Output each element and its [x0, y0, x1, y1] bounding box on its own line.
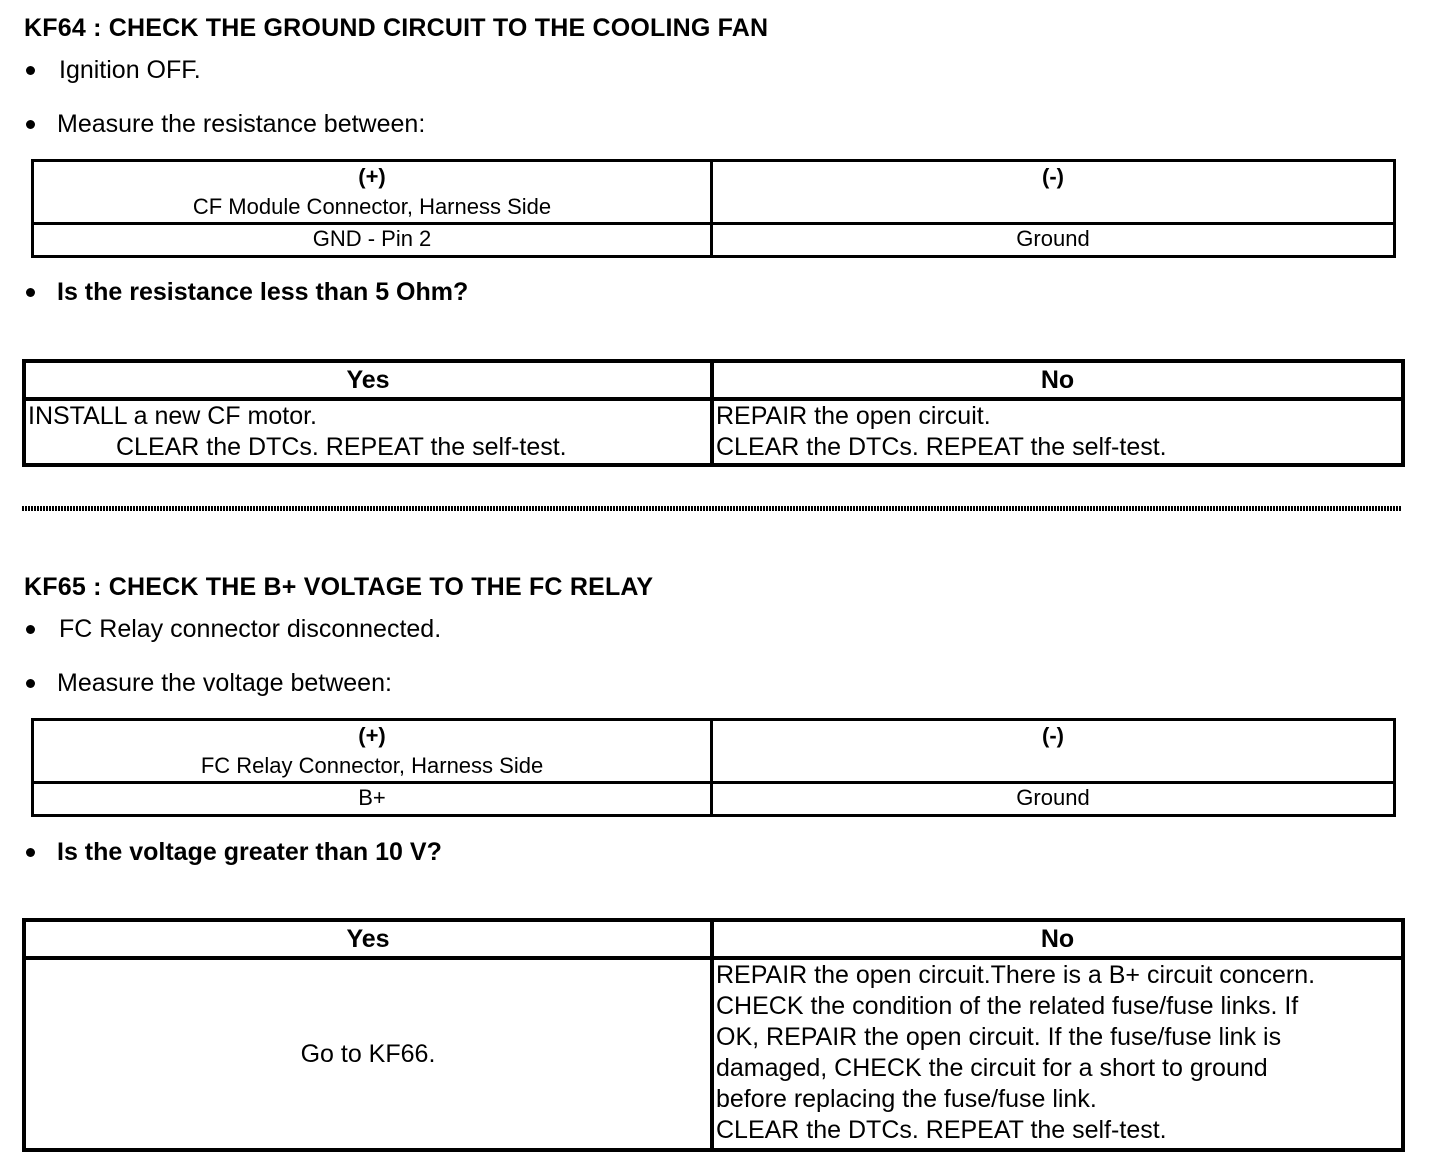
yes-line-1: INSTALL a new CF motor.: [28, 402, 317, 430]
bullet-icon: [26, 66, 35, 75]
question-text: Is the voltage greater than 10 V?: [57, 838, 442, 866]
no-cell: [712, 399, 1403, 465]
bullet-icon: [26, 120, 35, 129]
kf65-title: KF65 : CHECK THE B+ VOLTAGE TO THE FC RELAY: [24, 573, 654, 601]
yes-cell: [24, 399, 712, 465]
yes-header: Yes: [24, 920, 712, 958]
no-header: No: [712, 920, 1403, 958]
kf64-question: [26, 278, 468, 307]
yes-line-2: CLEAR the DTCs. REPEAT the self-test.: [116, 433, 567, 461]
bullet-text: Measure the voltage between:: [57, 669, 392, 697]
measure-minus-header: [712, 720, 1395, 783]
bullet-text: Measure the resistance between:: [57, 110, 426, 138]
kf65-bullet-relay: [26, 615, 441, 644]
plus-label: (+): [358, 723, 386, 748]
measure-pin-cell: B+: [33, 783, 712, 816]
no-line-1: REPAIR the open circuit.There is a B+ circuit concern.: [716, 961, 1316, 989]
yes-cell: Go to KF66.: [24, 958, 712, 1150]
measure-plus-header: [33, 720, 712, 783]
connector-label: CF Module Connector, Harness Side: [192, 194, 552, 219]
yes-header: Yes: [24, 361, 712, 399]
no-line-2: CLEAR the DTCs. REPEAT the self-test.: [716, 433, 1167, 461]
minus-label: (-): [1042, 723, 1064, 748]
bullet-icon: [26, 848, 35, 857]
measure-ground-cell: Ground: [712, 783, 1395, 816]
minus-label: (-): [1042, 164, 1064, 189]
measure-pin-cell: GND - Pin 2: [33, 224, 712, 257]
bullet-icon: [26, 679, 35, 688]
measure-ground-cell: Ground: [712, 224, 1395, 257]
no-line-5: before replacing the fuse/fuse link.: [716, 1085, 1097, 1113]
kf65-result-table: [22, 918, 1405, 1152]
no-line-1: REPAIR the open circuit.: [716, 402, 991, 430]
bullet-icon: [26, 288, 35, 297]
kf64-title: KF64 : CHECK THE GROUND CIRCUIT TO THE COOLING FAN: [24, 14, 769, 42]
kf64-bullet-ignition: [26, 56, 201, 85]
no-line-2: CHECK the condition of the related fuse/fuse links. If: [716, 992, 1299, 1020]
kf64-result-table: [22, 359, 1405, 467]
no-line-3: OK, REPAIR the open circuit. If the fuse/fuse link is: [716, 1023, 1282, 1051]
kf65-measure-table: [31, 718, 1396, 817]
no-line-6: CLEAR the DTCs. REPEAT the self-test.: [716, 1116, 1167, 1144]
kf64-bullet-measure: [26, 110, 425, 139]
bullet-icon: [26, 625, 35, 634]
kf65-question: [26, 838, 442, 867]
bullet-text: Ignition OFF.: [59, 56, 201, 84]
no-cell: [712, 958, 1403, 1150]
plus-label: (+): [358, 164, 386, 189]
no-header: No: [712, 361, 1403, 399]
bullet-text: FC Relay connector disconnected.: [59, 615, 442, 643]
question-text: Is the resistance less than 5 Ohm?: [57, 278, 469, 306]
measure-plus-header: [33, 161, 712, 224]
measure-minus-header: [712, 161, 1395, 224]
kf64-measure-table: [31, 159, 1396, 258]
no-line-4: damaged, CHECK the circuit for a short to ground: [716, 1054, 1268, 1082]
connector-label: FC Relay Connector, Harness Side: [200, 753, 544, 778]
kf65-bullet-measure: [26, 669, 392, 698]
section-divider: [22, 506, 1402, 511]
